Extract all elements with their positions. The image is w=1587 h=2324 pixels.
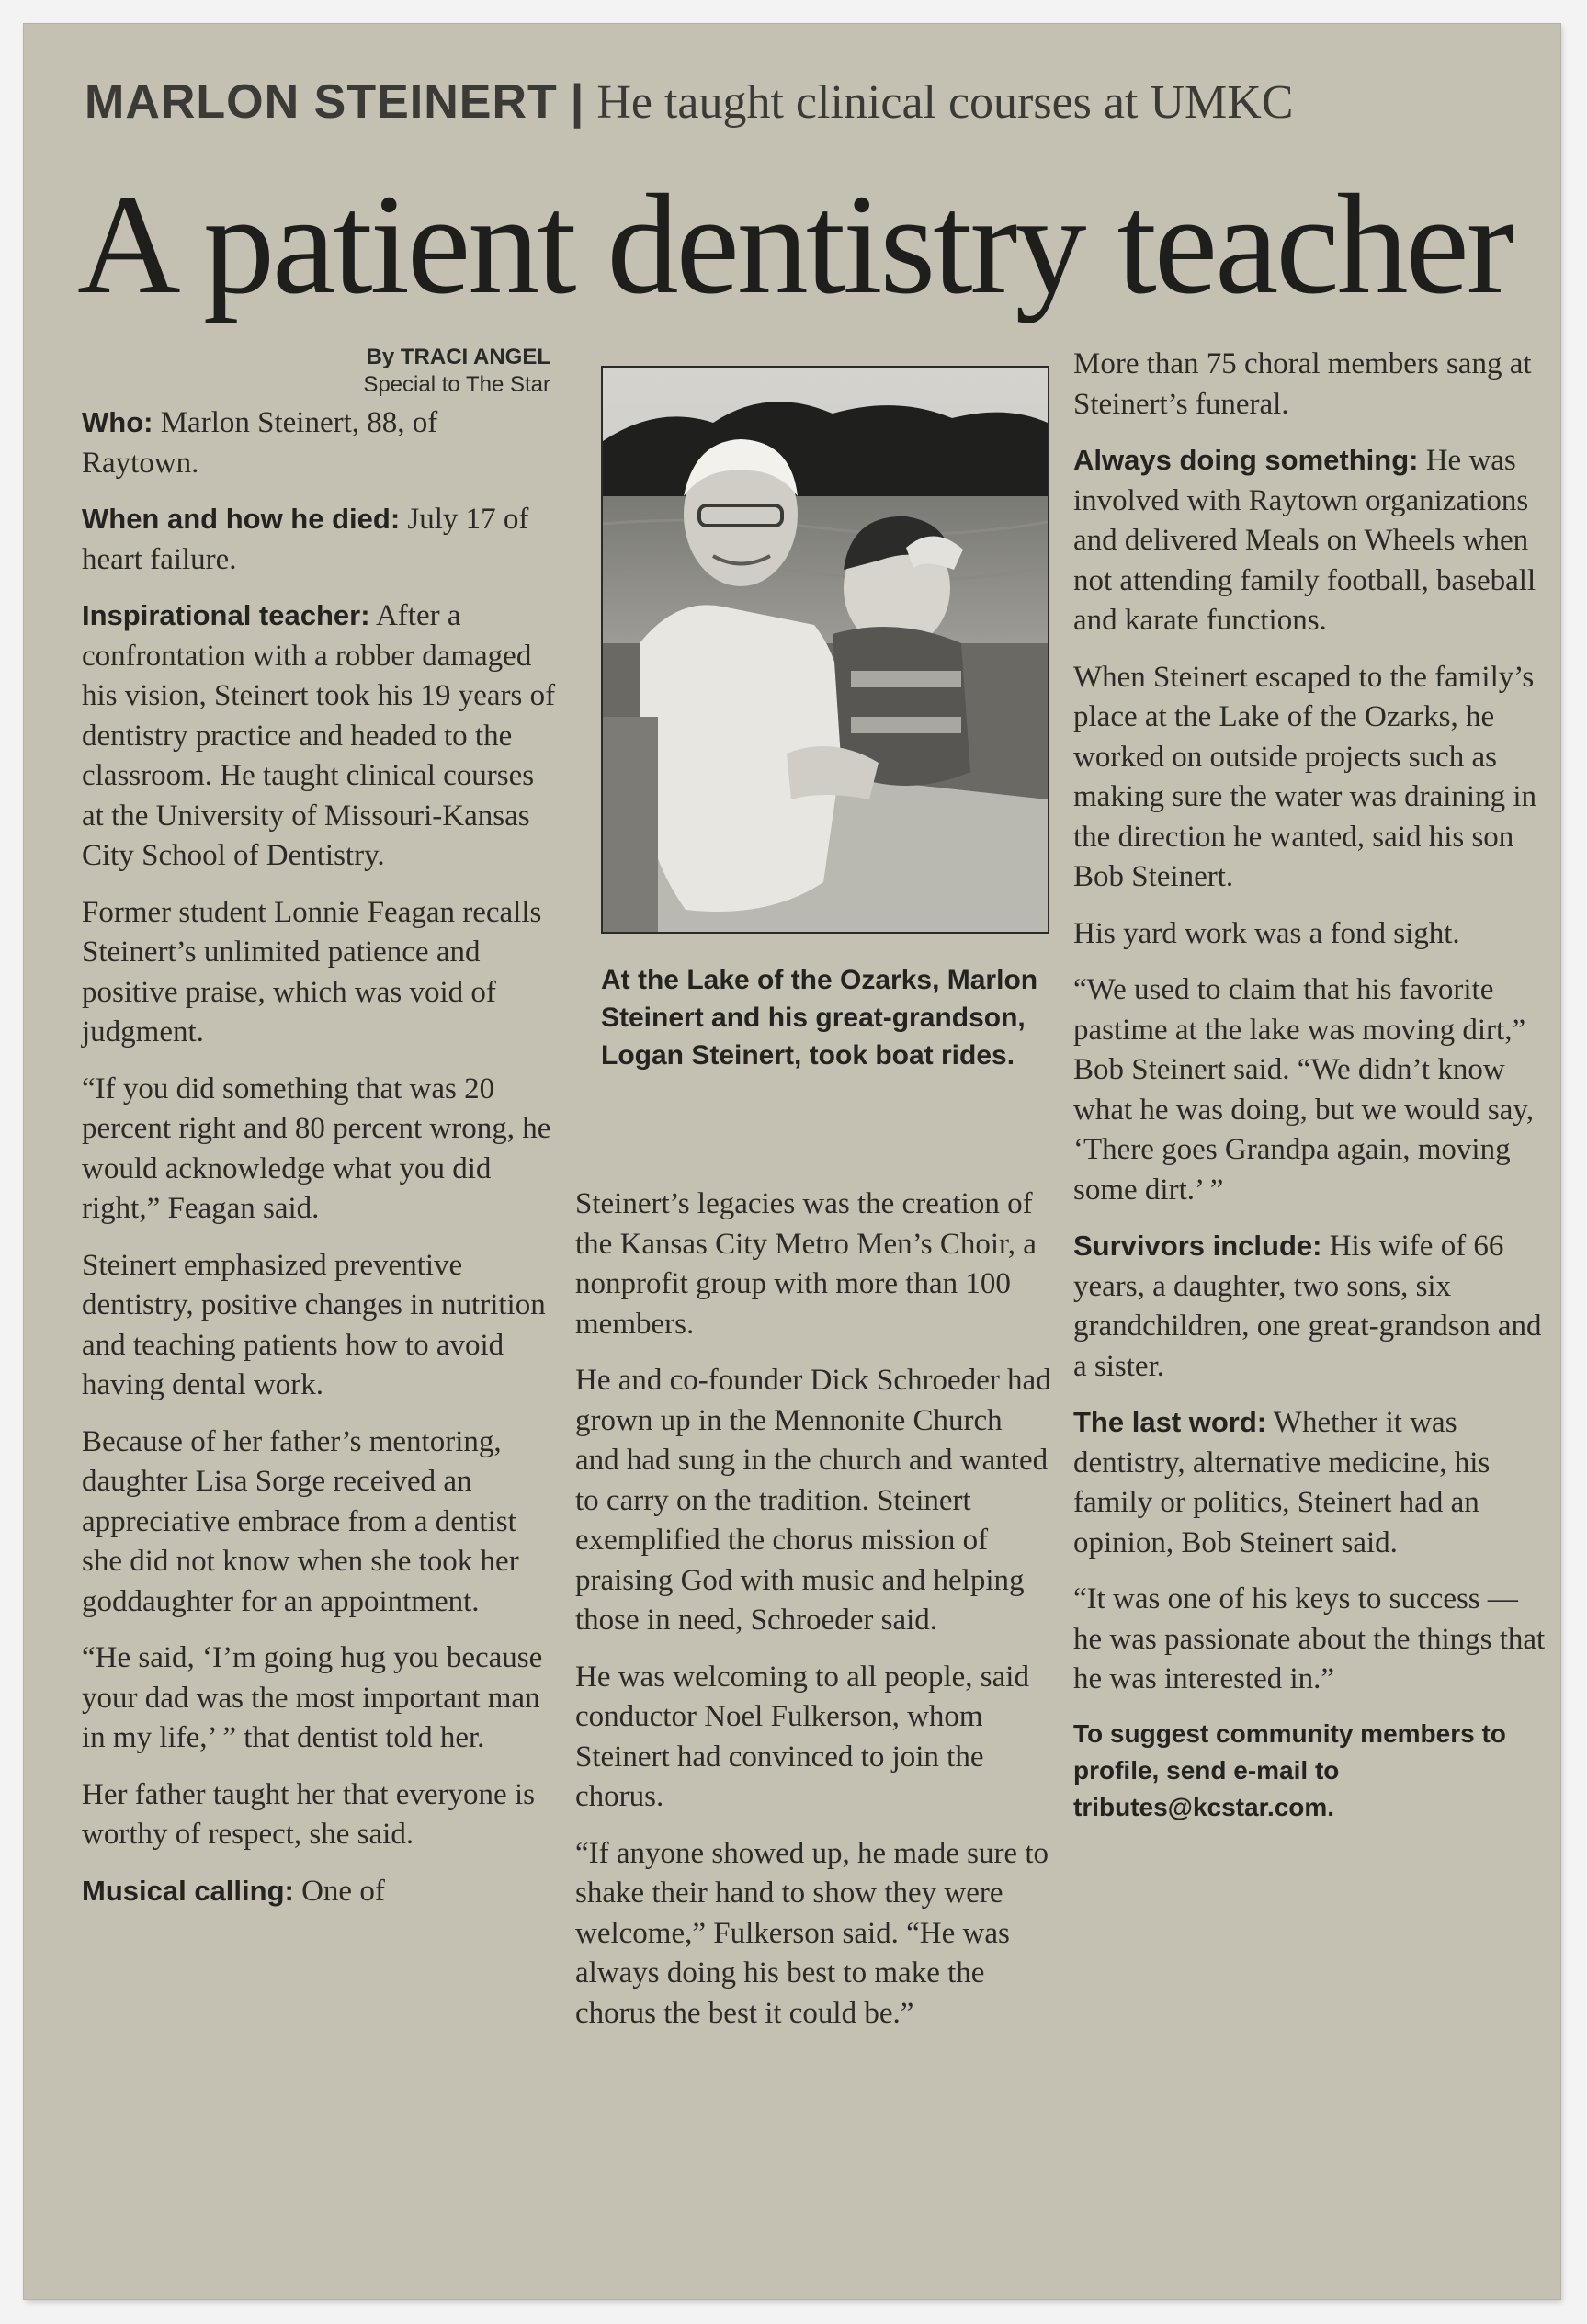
byline-author: By TRACI ANGEL [366,345,550,369]
kicker-separator: | [570,75,584,129]
paragraph: “It was one of his keys to success — he was passionate about the things that he was interested in.” [1073,1582,1546,1695]
paragraph: Former student Lonnie Feagan recalls Steinert’s unlimited patience and positive praise, which was void of judgment. [82,895,542,1049]
paragraph: “We used to claim that his favorite pastime at the lake was moving dirt,” Bob Steinert said. “We didn’t know what he was doing, but we would say, ‘There goes Grandpa again, moving some dirt.’ ” [1073,973,1535,1207]
article-column-2 [575,1184,1053,2049]
paragraph: Survivors include: His wife of 66 years, a daughter, two sons, six grandchildren, one great-grandson and a sister. [1073,1230,1542,1383]
paragraph: He was welcoming to all people, said conductor Noel Fulkerson, whom Steinert had convinced to join the chorus. [575,1660,1029,1813]
paragraph: Because of her father’s mentoring, daughter Lisa Sorge received an appreciative embrace from a dentist she did not know when she took her goddaughter for an appointment. [82,1424,519,1618]
paragraph: Steinert’s legacies was the creation of the Kansas City Metro Men’s Choir, a nonprofit group with more than 100 members. [575,1187,1037,1341]
paragraph: Inspirational teacher: After a confrontation with a robber damaged his vision, Steinert took his 19 years of dentistry practice and headed to the classroom. He taught clinical courses at the University of Missouri-Kansas City School of Dentistry. [82,599,556,872]
paragraph: When Steinert escaped to the family’s place at the Lake of the Ozarks, he worked on outside projects such as making sure the water was draining in the direction he wanted, said his son Bob Steinert. [1073,660,1537,893]
headline: A patient dentistry teacher [77,164,1512,323]
byline-affiliation: Special to The Star [363,372,550,397]
article-photo [601,366,1049,934]
paragraph: “He said, ‘I’m going hug you because your dad was the most important man in my life,’ ” that dentist told her. [82,1641,543,1754]
photo-image [603,368,1048,932]
kicker-subtitle: He taught clinical courses at UMKC [596,76,1294,129]
paragraph: Always doing something: He was involved with Raytown organizations and delivered Meals on Wheels when not attending family football, baseball and karate functions. [1073,444,1536,637]
paragraph: More than 75 choral members sang at Steinert’s funeral. [1073,347,1532,421]
paragraph: “If you did something that was 20 percent right and 80 percent wrong, he would acknowledge what you did right,” Feagan said. [82,1071,551,1225]
paragraph: “If anyone showed up, he made sure to shake their hand to show they were welcome,” Fulkerson said. “He was always doing his best to make the chorus the best it could be.” [575,1836,1049,2030]
newspaper-clipping [24,24,1560,2299]
paragraph: Who: Marlon Steinert, 88, of Raytown. [82,406,438,480]
photo-caption: At the Lake of the Ozarks, Marlon Steinert and his great-grandson, Logan Steinert, took boat rides. [601,965,1038,1071]
kicker-name: MARLON STEINERT [85,75,558,129]
paragraph: Her father taught her that everyone is worthy of respect, she said. [82,1777,535,1851]
byline [82,344,550,399]
paragraph: The last word: Whether it was dentistry, alternative medicine, his family or politics, Steinert had an opinion, Bob Steinert said. [1073,1406,1491,1559]
paragraph: When and how he died: July 17 of heart failure. [82,503,529,576]
article-column-3 [1073,344,1551,1826]
paragraph: He and co-founder Dick Schroeder had grown up in the Mennonite Church and had sung in the church and wanted to carry on the tradition. Steinert exemplified the chorus mission of praising God with music and helping those in need, Schroeder said. [575,1364,1051,1637]
paragraph: Musical calling: One of [82,1874,385,1908]
section-kicker [85,61,1463,143]
paragraph: Steinert emphasized preventive dentistry, positive changes in nutrition and teaching patients how to avoid having dental work. [82,1248,546,1401]
article-column-1 [82,402,560,1927]
tribute-submission-note: To suggest community members to profile, send e-mail to tributes@kcstar.com. [1073,1718,1506,1821]
paragraph: His yard work was a fond sight. [1073,916,1460,950]
